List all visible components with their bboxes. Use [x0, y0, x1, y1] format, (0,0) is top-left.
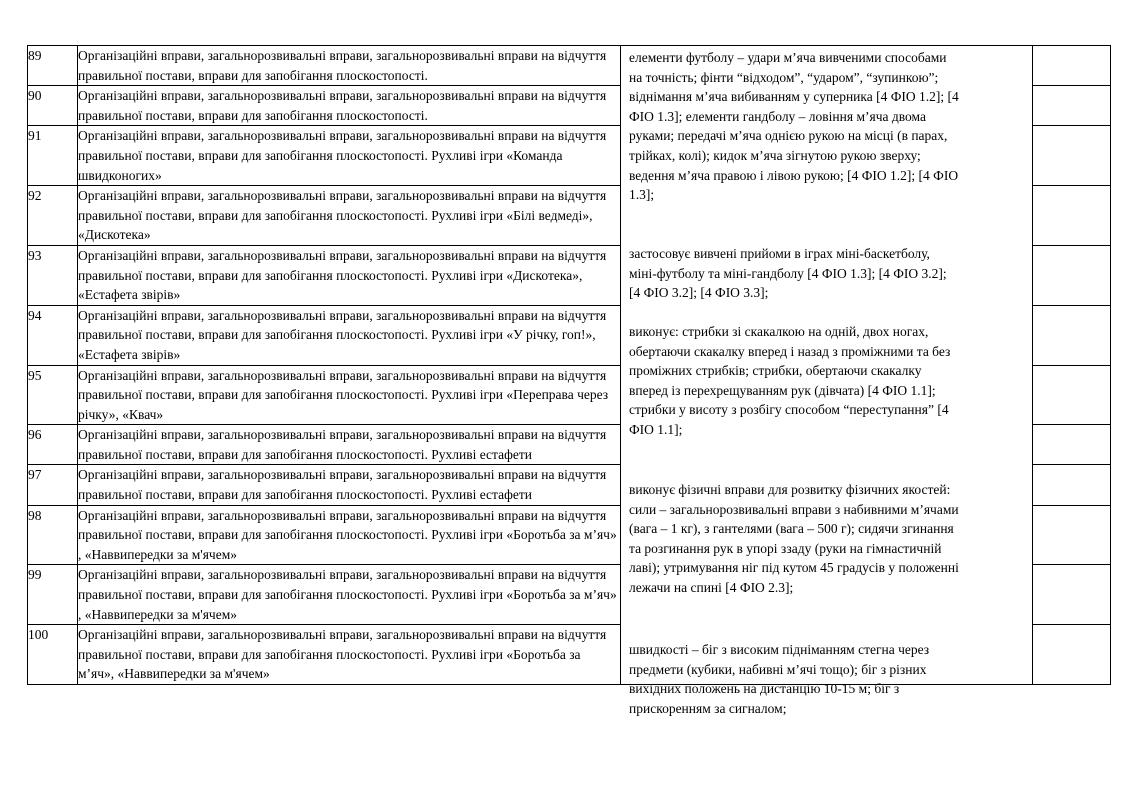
row-notes-cell	[1033, 245, 1111, 305]
row-activity-cell: Організаційні вправи, загальнорозвивальні вправи, загальнорозвивальні вправи на відчуття правильної постави, вправи для запобігання плоскостопості. Рухливі естафети	[78, 425, 621, 465]
row-activity-cell: Організаційні вправи, загальнорозвивальні вправи, загальнорозвивальні вправи на відчуття правильної постави, вправи для запобігання плоскостопості.	[78, 86, 621, 126]
row-number-cell: 97	[28, 465, 78, 505]
outcome-block-1: елементи футболу – удари м’яча вивченими способами на точність; фінти “відходом”, “ударом”, “зупинкою”; віднімання м’яча вибиванням у суперника [4 ФІО 1.2]; [4 ФІО 1.3]; елементи гандболу – ловіння м’яча двома руками; передачі м’яча однією рукою на місці (в парах, трійках, колі); кидок м’яча зігнутою рукою зверху; ведення м’яча правою і лівою рукою; [4 ФІО 1.2]; [4 ФІО 1.3];	[629, 50, 959, 203]
outcome-text-flow	[621, 46, 1033, 738]
row-number-cell: 98	[28, 505, 78, 565]
row-activity-cell: Організаційні вправи, загальнорозвивальні вправи, загальнорозвивальні вправи на відчуття правильної постави, вправи для запобігання плоскостопості. Рухливі ігри «Боротьба за м’яч» , «Наввипередки за м'ячем»	[78, 565, 621, 625]
outcome-block-2: застосовує вивчені прийоми в іграх міні-баскетболу, міні-футболу та міні-гандболу [4 ФІО 1.3]; [4 ФІО 3.2]; [4 ФІО 3.2]; [4 ФІО 3.3];	[629, 246, 947, 301]
row-activity-cell: Організаційні вправи, загальнорозвивальні вправи, загальнорозвивальні вправи на відчуття правильної постави, вправи для запобігання плоскостопості. Рухливі ігри «Дискотека», «Естафета звірів»	[78, 245, 621, 305]
row-notes-cell	[1033, 86, 1111, 126]
row-notes-cell	[1033, 425, 1111, 465]
outcome-block-5: швидкості – біг з високим підніманням стегна через предмети (кубики, набивні м’ячі тощо); біг з різних вихідних положень на дистанцію 10-15 м; біг з прискоренням за сигналом;	[629, 642, 930, 716]
row-number-cell: 94	[28, 305, 78, 365]
row-number-cell: 100	[28, 625, 78, 685]
row-number-cell: 90	[28, 86, 78, 126]
row-notes-cell	[1033, 305, 1111, 365]
row-number-cell: 96	[28, 425, 78, 465]
row-number-cell: 99	[28, 565, 78, 625]
table-body	[28, 46, 1111, 716]
row-number-cell: 91	[28, 126, 78, 186]
row-notes-cell	[1033, 625, 1111, 685]
row-activity-cell: Організаційні вправи, загальнорозвивальні вправи, загальнорозвивальні вправи на відчуття правильної постави, вправи для запобігання плоскостопості.	[78, 46, 621, 86]
row-activity-cell: Організаційні вправи, загальнорозвивальні вправи, загальнорозвивальні вправи на відчуття правильної постави, вправи для запобігання плоскостопості. Рухливі ігри «Переправа через річку», «Квач»	[78, 365, 621, 425]
outcome-block-3: виконує: стрибки зі скакалкою на одній, двох ногах, обертаючи скакалку вперед і назад з проміжними та без проміжних стрибків; стрибки, обертаючи скакалку вперед із перехрещуванням рук (дівчата) [4 ФІО 1.1]; стрибки у висоту з розбігу способом “переступання” [4 ФІО 1.1];	[629, 324, 951, 437]
row-notes-cell	[1033, 365, 1111, 425]
row-activity-cell: Організаційні вправи, загальнорозвивальні вправи, загальнорозвивальні вправи на відчуття правильної постави, вправи для запобігання плоскостопості. Рухливі ігри «У річку, гоп!», «Естафета звірів»	[78, 305, 621, 365]
row-activity-cell: Організаційні вправи, загальнорозвивальні вправи, загальнорозвивальні вправи на відчуття правильної постави, вправи для запобігання плоскостопості. Рухливі ігри «Команда швидконогих»	[78, 126, 621, 186]
row-notes-cell	[1033, 126, 1111, 186]
row-activity-cell: Організаційні вправи, загальнорозвивальні вправи, загальнорозвивальні вправи на відчуття правильної постави, вправи для запобігання плоскостопості. Рухливі ігри «Боротьба за м’яч» , «Наввипередки за м'ячем»	[78, 505, 621, 565]
row-number-cell: 89	[28, 46, 78, 86]
outcome-block-4: виконує фізичні вправи для розвитку фізичних якостей: сили – загальнорозвивальні вправи з набивними м’ячами (вага – 1 кг), з гантелями (вага – 500 г); сидячи згинання та розгинання рук в упорі ззаду (руки на гімнастичній лаві); утримування ніг під кутом 45 градусів у положенні лежачи на спині [4 ФІО 2.3];	[629, 482, 959, 595]
row-outcome-cell	[621, 46, 1033, 716]
row-notes-cell	[1033, 505, 1111, 565]
row-notes-cell	[1033, 46, 1111, 86]
row-activity-cell: Організаційні вправи, загальнорозвивальні вправи, загальнорозвивальні вправи на відчуття правильної постави, вправи для запобігання плоскостопості. Рухливі ігри «Боротьба за м’яч», «Наввипередки за м'ячем»	[78, 625, 621, 685]
row-number-cell: 93	[28, 245, 78, 305]
row-activity-cell: Організаційні вправи, загальнорозвивальні вправи, загальнорозвивальні вправи на відчуття правильної постави, вправи для запобігання плоскостопості. Рухливі ігри «Білі ведмеді», «Дискотека»	[78, 186, 621, 246]
row-activity-cell: Організаційні вправи, загальнорозвивальні вправи, загальнорозвивальні вправи на відчуття правильної постави, вправи для запобігання плоскостопості. Рухливі естафети	[78, 465, 621, 505]
row-notes-cell	[1033, 186, 1111, 246]
curriculum-table	[27, 45, 1111, 716]
row-notes-cell	[1033, 565, 1111, 625]
table-row	[28, 46, 1111, 86]
row-number-cell: 95	[28, 365, 78, 425]
row-number-cell: 92	[28, 186, 78, 246]
row-notes-cell	[1033, 465, 1111, 505]
